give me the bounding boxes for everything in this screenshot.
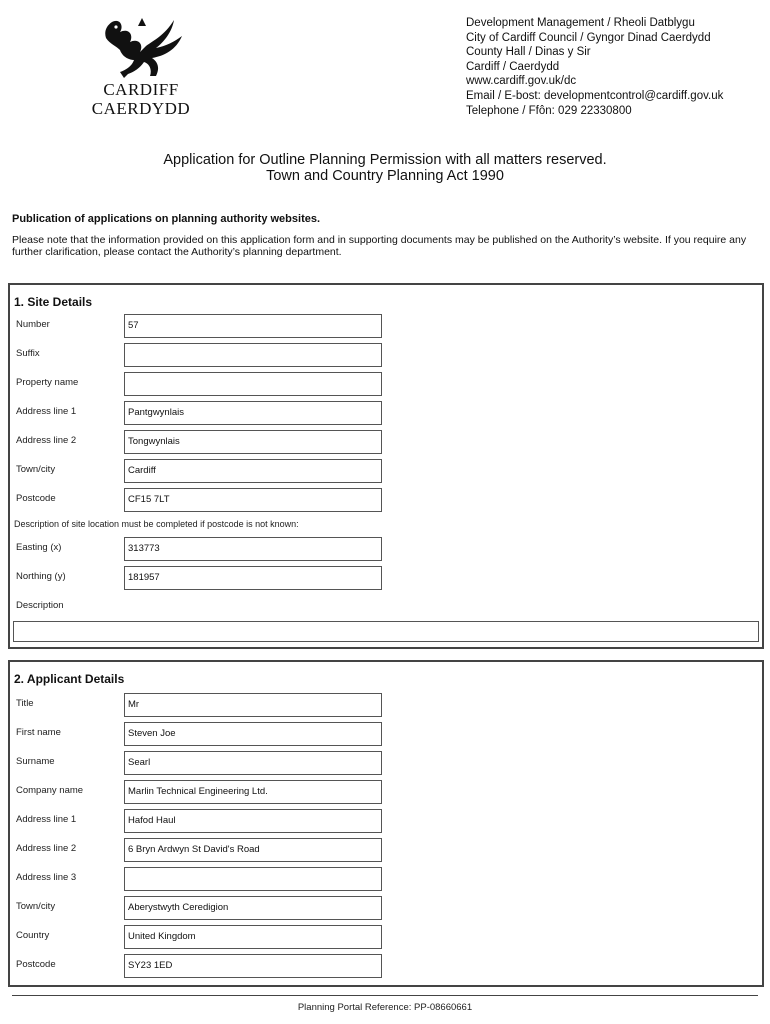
applicant-address-line-1-field[interactable]: Hafod Haul [124, 809, 382, 833]
logo-text-caerdydd: CAERDYDD [91, 99, 191, 118]
site-address-line-2-field[interactable]: Tongwynlais [124, 430, 382, 454]
field-label: Northing (y) [16, 571, 66, 582]
applicant-first-name-field[interactable]: Steven Joe [124, 722, 382, 746]
field-label: Property name [16, 377, 79, 388]
site-location-note: Description of site location must be completed if postcode is not known: [14, 519, 299, 529]
publication-heading: Publication of applications on planning authority websites. [12, 213, 321, 225]
applicant-surname-field[interactable]: Searl [124, 751, 382, 775]
field-label: Postcode [16, 959, 56, 970]
contact-telephone: Telephone / Ffôn: 029 22330800 [466, 104, 632, 117]
logo-text-cardiff: CARDIFF [103, 80, 179, 99]
site-description-field[interactable] [13, 621, 759, 642]
site-details-section [8, 283, 764, 649]
contact-department: Development Management / Rheoli Datblygu [466, 17, 695, 29]
applicant-town-field[interactable]: Aberystwyth Ceredigion [124, 896, 382, 920]
applicant-postcode-field[interactable]: SY23 1ED [124, 954, 382, 978]
field-label: Postcode [16, 493, 56, 504]
description-label: Description [16, 600, 64, 611]
applicant-details-section [8, 660, 764, 987]
publication-note: Please note that the information provided on this application form and in supporting documents may be published on the Authority’s website. If you require any further clarification, please contact the Authority’s planning department. [12, 234, 747, 258]
applicant-country-field[interactable]: United Kingdom [124, 925, 382, 949]
site-suffix-field[interactable] [124, 343, 382, 367]
applicant-address-line-2-field[interactable]: 6 Bryn Ardwyn St David's Road [124, 838, 382, 862]
contact-block [466, 16, 723, 118]
field-label: Address line 3 [16, 872, 77, 883]
document-title [0, 152, 770, 184]
applicant-company-field[interactable]: Marlin Technical Engineering Ltd. [124, 780, 382, 804]
field-label: Easting (x) [16, 542, 62, 553]
field-label: Address line 1 [16, 814, 77, 825]
section-heading: 1. Site Details [14, 295, 93, 309]
site-address-line-1-field[interactable]: Pantgwynlais [124, 401, 382, 425]
field-label: Suffix [16, 348, 40, 359]
site-number-field[interactable]: 57 [124, 314, 382, 338]
title-line-2: Town and Country Planning Act 1990 [266, 168, 504, 184]
section-heading: 2. Applicant Details [14, 672, 125, 686]
field-label: Address line 2 [16, 843, 77, 854]
contact-council: City of Cardiff Council / Gyngor Dinad Caerdydd [466, 31, 711, 44]
field-label: First name [16, 727, 61, 738]
field-label: Company name [16, 785, 84, 796]
applicant-title-field[interactable]: Mr [124, 693, 382, 717]
field-label: Town/city [16, 901, 56, 912]
northing-field[interactable]: 181957 [124, 566, 382, 590]
contact-hall: County Hall / Dinas y Sir [466, 46, 591, 59]
field-label: Address line 2 [16, 435, 77, 446]
site-property-name-field[interactable] [124, 372, 382, 396]
site-postcode-field[interactable]: CF15 7LT [124, 488, 382, 512]
site-town-field[interactable]: Cardiff [124, 459, 382, 483]
field-label: Country [16, 930, 50, 941]
dragon-emblem-icon [94, 16, 186, 80]
easting-field[interactable]: 313773 [124, 537, 382, 561]
portal-reference: Planning Portal Reference: PP-08660661 [297, 1002, 473, 1013]
contact-website[interactable]: www.cardiff.gov.uk/dc [466, 75, 577, 88]
title-line-1: Application for Outline Planning Permission with all matters reserved. [163, 152, 607, 168]
field-label: Number [16, 319, 50, 330]
council-logo [76, 16, 206, 121]
applicant-address-line-3-field[interactable] [124, 867, 382, 891]
field-label: Title [16, 698, 34, 709]
contact-city: Cardiff / Caerdydd [466, 60, 560, 73]
footer-divider [12, 995, 758, 996]
field-label: Town/city [16, 464, 56, 475]
contact-email[interactable]: Email / E-bost: developmentcontrol@cardiff.gov.uk [466, 89, 724, 102]
field-label: Surname [16, 756, 55, 767]
field-label: Address line 1 [16, 406, 77, 417]
